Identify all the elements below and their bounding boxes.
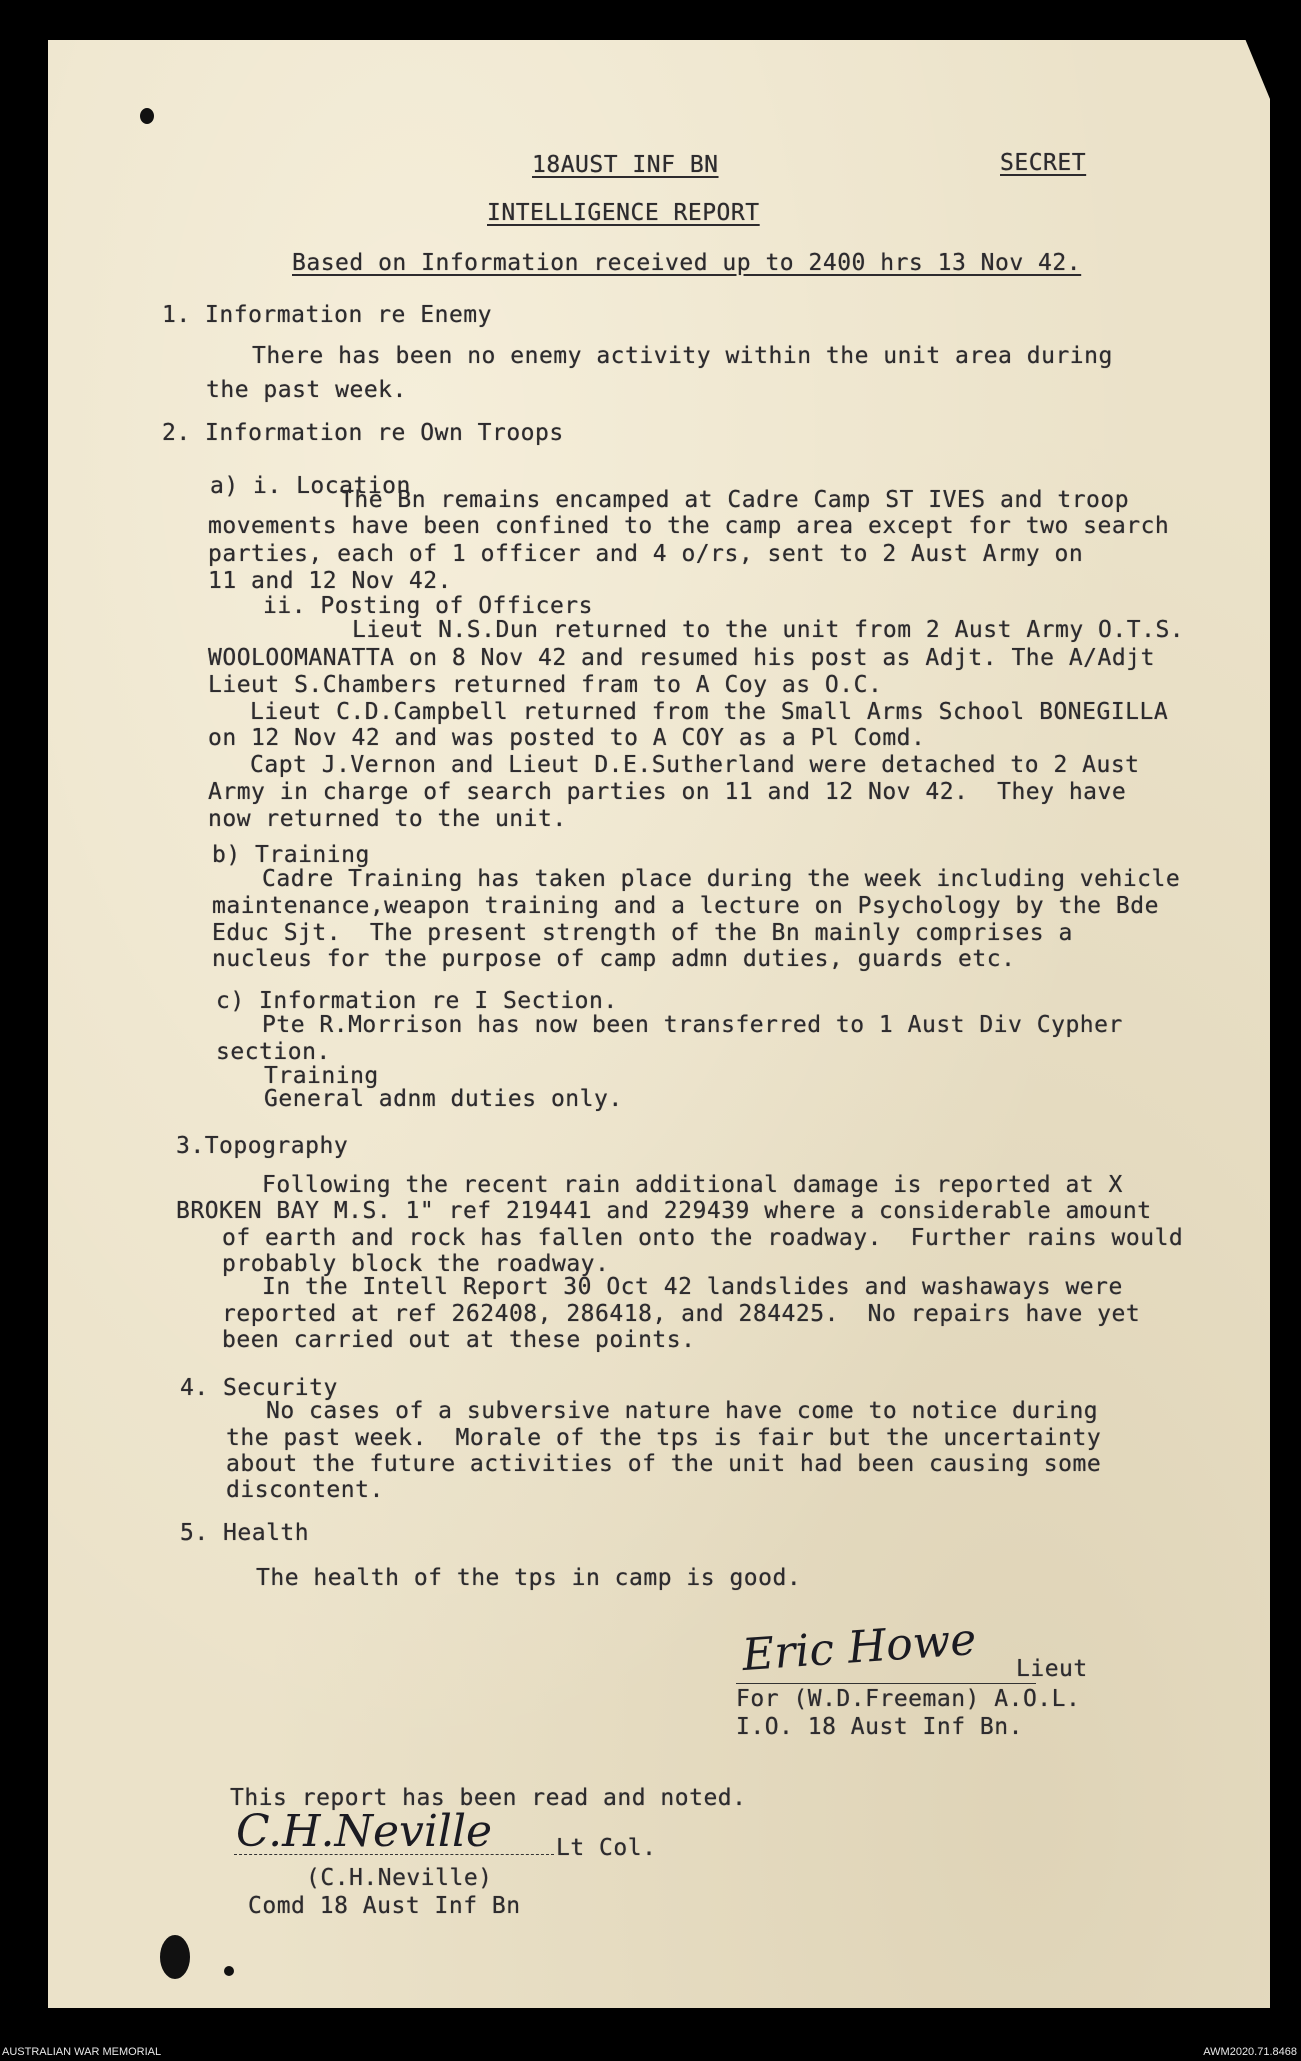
- s3-line-1: Following the recent rain additional damage is reported at X: [262, 1172, 1123, 1198]
- section-3-heading: 3.Topography: [176, 1133, 349, 1159]
- section-4-heading: 4. Security: [180, 1375, 338, 1401]
- footer-accession: AWM2020.71.8468: [1203, 2046, 1297, 2058]
- s2-c-line-1: Pte R.Morrison has now been transferred to 1 Aust Div Cypher: [262, 1012, 1123, 1038]
- s2-b-line-1: Cadre Training has taken place during the week including vehicle: [262, 866, 1181, 892]
- report-basis: Based on Information received up to 2400 hrs 13 Nov 42.: [292, 250, 1082, 276]
- section-1-heading: 1. Information re Enemy: [162, 302, 492, 328]
- s2-ii-line-1: Lieut N.S.Dun returned to the unit from 2 Aust Army O.T.S.: [352, 617, 1185, 643]
- s2-ii-heading: ii. Posting of Officers: [263, 593, 593, 619]
- s2-ii-line-4: Lieut C.D.Campbell returned from the Small Arms School BONEGILLA: [250, 699, 1169, 725]
- unit-heading: 18AUST INF BN: [532, 152, 719, 178]
- endorsement-rank: Lt Col.: [556, 1835, 657, 1861]
- section-2-heading: 2. Information re Own Troops: [162, 420, 564, 446]
- s2-a-line-3: parties, each of 1 officer and 4 o/rs, sent to 2 Aust Army on: [208, 541, 1084, 567]
- endorsement-noted: This report has been read and noted.: [230, 1785, 747, 1811]
- s4-line-1: No cases of a subversive nature have come to notice during: [266, 1398, 1099, 1424]
- s2-ii-line-8: now returned to the unit.: [208, 806, 567, 832]
- s2-b-line-4: nucleus for the purpose of camp admn duties, guards etc.: [212, 946, 1016, 972]
- footer-source: AUSTRALIAN WAR MEMORIAL: [2, 2046, 162, 2058]
- s2-a-line-2: movements have been confined to the camp area except for two search: [208, 513, 1170, 539]
- s5-line-1: The health of the tps in camp is good.: [256, 1565, 802, 1591]
- signature2-line: [234, 1854, 554, 1855]
- s2-a-line-1: The Bn remains encamped at Cadre Camp ST IVES and troop: [340, 487, 1130, 513]
- s2-c-heading: c) Information re I Section.: [216, 988, 618, 1014]
- signature1-line: [736, 1683, 1036, 1684]
- s1-line-2: the past week.: [206, 377, 407, 403]
- s2-b-line-3: Educ Sjt. The present strength of the Bn mainly comprises a: [212, 920, 1073, 946]
- signature1-rank: Lieut: [1016, 1656, 1088, 1682]
- s3-line-6: reported at ref 262408, 286418, and 284425. No repairs have yet: [222, 1301, 1141, 1327]
- s3-line-7: been carried out at these points.: [222, 1327, 696, 1353]
- s4-line-4: discontent.: [226, 1477, 384, 1503]
- s1-line-1: There has been no enemy activity within the unit area during: [252, 343, 1113, 369]
- s3-line-5: In the Intell Report 30 Oct 42 landslides and washaways were: [262, 1274, 1123, 1300]
- s2-a-heading: a) i. Location: [210, 473, 411, 499]
- s2-a-line-4: 11 and 12 Nov 42.: [208, 568, 452, 594]
- s2-ii-line-6: Capt J.Vernon and Lieut D.E.Sutherland were detached to 2 Aust: [250, 752, 1140, 778]
- ink-blot-small: [224, 1966, 234, 1976]
- endorsement-name: (C.H.Neville): [306, 1865, 493, 1891]
- s2-c-line-2: section.: [216, 1039, 331, 1065]
- s3-line-2: BROKEN BAY M.S. 1" ref 219441 and 229439 where a considerable amount: [176, 1198, 1152, 1224]
- report-title: INTELLIGENCE REPORT: [487, 200, 760, 226]
- section-5-heading: 5. Health: [180, 1520, 310, 1546]
- s2-ii-line-2: WOOLOOMANATTA on 8 Nov 42 and resumed his post as Adjt. The A/Adjt: [208, 645, 1155, 671]
- s3-line-4: probably block the roadway.: [222, 1251, 610, 1277]
- s2-c-training: Training: [264, 1063, 379, 1089]
- s4-line-2: the past week. Morale of the tps is fair but the uncertainty: [226, 1425, 1102, 1451]
- s2-ii-line-5: on 12 Nov 42 and was posted to A COY as a Pl Comd.: [208, 725, 926, 751]
- s2-c-line-3: General adnm duties only.: [264, 1086, 623, 1112]
- classification-label: SECRET: [1000, 150, 1087, 176]
- signature-co: C.H.Neville: [236, 1806, 493, 1857]
- ink-blot-bottom: [160, 1935, 190, 1979]
- s3-line-3: of earth and rock has fallen onto the roadway. Further rains would: [222, 1225, 1184, 1251]
- punch-hole-top: [140, 108, 154, 124]
- s2-ii-line-3: Lieut S.Chambers returned fram to A Coy as O.C.: [208, 672, 883, 698]
- signature1-for-line: For (W.D.Freeman) A.O.L.: [736, 1686, 1081, 1712]
- s2-b-line-2: maintenance,weapon training and a lecture on Psychology by the Bde: [212, 893, 1159, 919]
- signature-io: Eric Howe: [740, 1613, 978, 1682]
- endorsement-title: Comd 18 Aust Inf Bn: [248, 1893, 521, 1919]
- s2-b-heading: b) Training: [212, 842, 370, 868]
- s4-line-3: about the future activities of the unit had been causing some: [226, 1451, 1102, 1477]
- signature1-title: I.O. 18 Aust Inf Bn.: [736, 1714, 1023, 1740]
- s2-ii-line-7: Army in charge of search parties on 11 and 12 Nov 42. They have: [208, 779, 1127, 805]
